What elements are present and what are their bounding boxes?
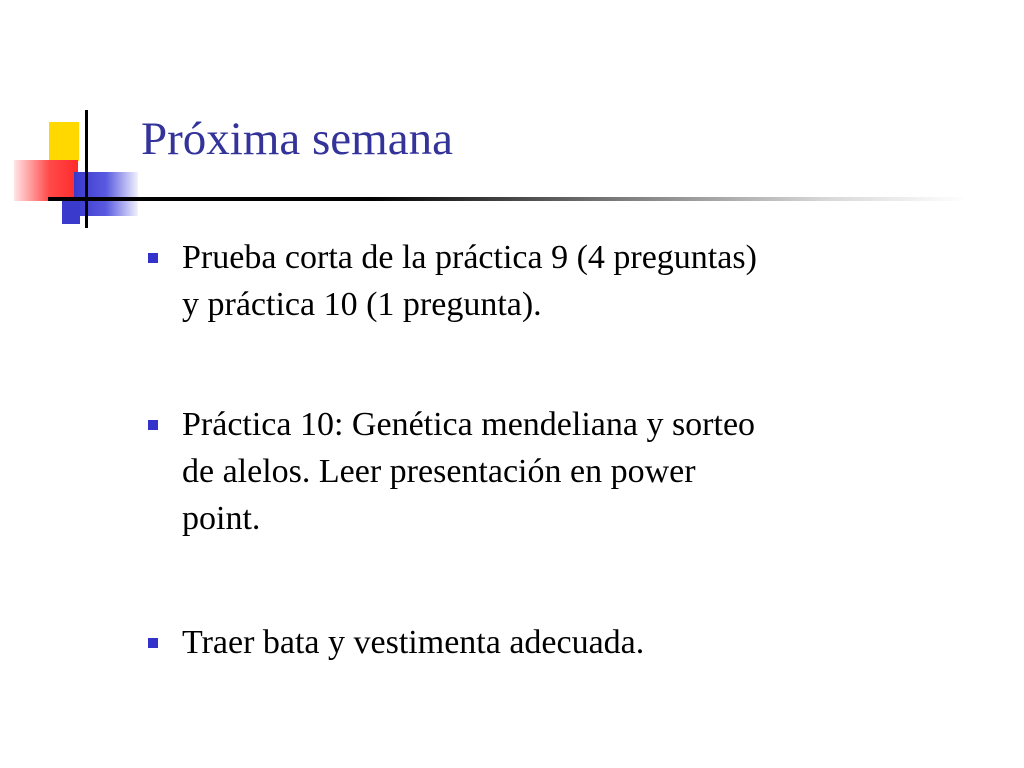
logo-red-square: [14, 160, 78, 201]
square-bullet-icon: [148, 638, 158, 648]
logo-blue-square: [74, 172, 138, 216]
bullet-text: Práctica 10: Genética mendeliana y sorteo de alelos. Leer presentación en power point.: [182, 406, 756, 537]
logo-vertical-line: [85, 110, 88, 228]
square-bullet-icon: [148, 420, 158, 430]
bullet-text: Traer bata y vestimenta adecuada.: [182, 624, 645, 661]
title-underline: [48, 197, 968, 201]
logo-blue-small-square: [62, 200, 80, 224]
logo-yellow-square: [49, 122, 79, 161]
square-bullet-icon: [148, 253, 158, 263]
corner-decoration-icon: [0, 0, 150, 240]
slide-title: Próxima semana: [141, 113, 453, 165]
bullet-text: Prueba corta de la práctica 9 (4 preguntas) y práctica 10 (1 pregunta).: [182, 239, 757, 323]
